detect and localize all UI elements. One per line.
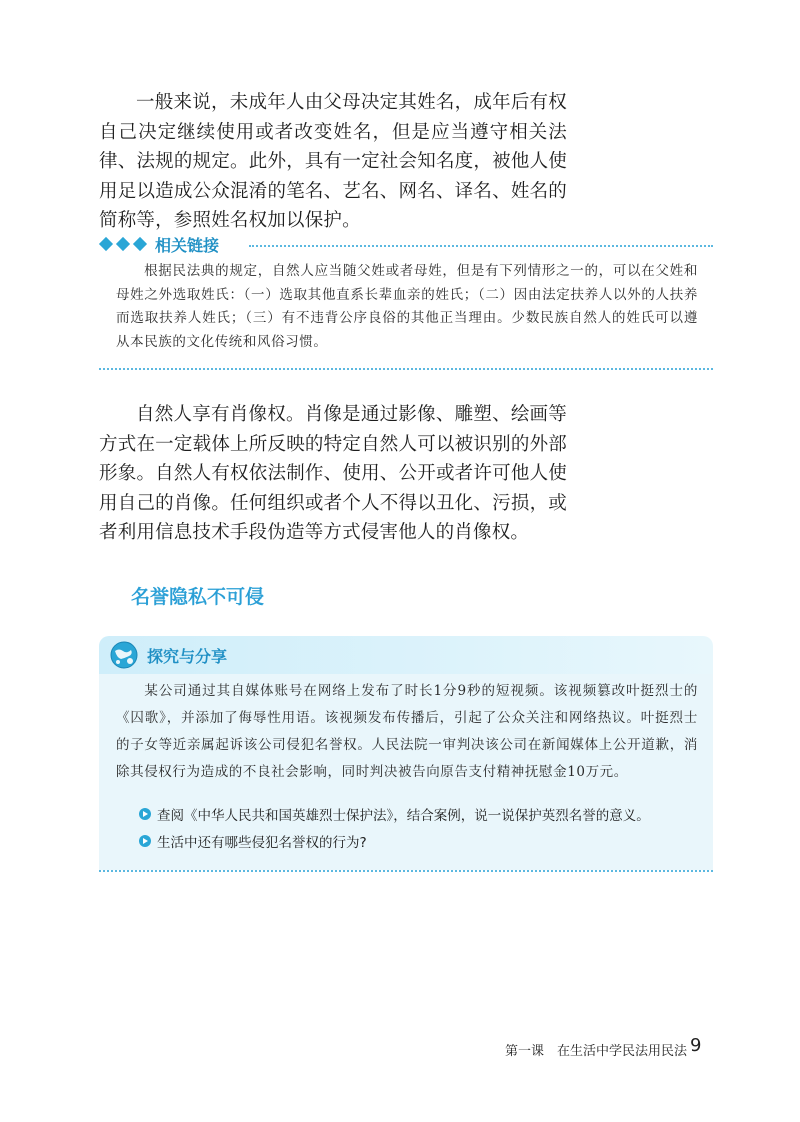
related-link-box xyxy=(99,232,713,372)
play-bullet-icon xyxy=(139,835,151,847)
related-link-title: 相关链接 xyxy=(155,235,220,255)
footer-chapter-title: 第一课 在生活中学民法用民法 xyxy=(505,1044,688,1059)
play-bullet-icon xyxy=(139,808,151,820)
explore-text: 某公司通过其自媒体账号在网络上发布了时长1分9秒的短视频。该视频篡改叶挺烈士的《囚歌》，并添加了侮辱性用语。该视频发布传播后，引起了公众关注和网络热议。叶挺烈士的子女等近亲属起诉该公司侵犯名誉权。人民法院一审判决该公司在新闻媒体上公开道歉，消除其侵权行为造成的不良社会影响，同时判决被告向原告支付精神抚慰金10万元。 xyxy=(116,683,698,780)
question-list xyxy=(139,800,650,854)
dotted-divider xyxy=(99,368,713,370)
diamond-icon xyxy=(99,239,147,249)
dotted-divider xyxy=(249,245,713,247)
list-item: 查阅《中华人民共和国英雄烈士保护法》，结合案例，说一说保护英烈名誉的意义。 xyxy=(139,800,650,827)
dotted-divider xyxy=(99,870,713,872)
related-link-header xyxy=(99,232,219,256)
section-title: 名誉隐私不可侵 xyxy=(131,586,265,608)
list-item: 生活中还有哪些侵犯名誉权的行为? xyxy=(139,827,650,854)
globe-icon xyxy=(109,640,139,670)
explore-title: 探究与分享 xyxy=(147,647,228,666)
related-link-text: 根据民法典的规定，自然人应当随父姓或者母姓，但是有下列情形之一的，可以在父姓和母姓之外选取姓氏：（一）选取其他直系长辈血亲的姓氏；（二）因由法定扶养人以外的人扶养而选取扶养人姓氏；（三）有不违背公序良俗的其他正当理由。少数民族自然人的姓氏可以遵从本民族的文化传统和风俗习惯。 xyxy=(116,263,698,350)
name-paragraph: 一般来说，未成年人由父母决定其姓名，成年后有权自己决定继续使用或者改变姓名，但是应当遵守相关法律、法规的规定。此外，具有一定社会知名度，被他人使用足以造成公众混淆的笔名、艺名、网名、译名、姓名的简称等，参照姓名权加以保护。 xyxy=(99,92,567,231)
explore-share-box xyxy=(99,636,713,874)
portrait-paragraph: 自然人享有肖像权。肖像是通过影像、雕塑、绘画等方式在一定载体上所反映的特定自然人可以被识别的外部形象。自然人有权依法制作、使用、公开或者许可他人使用自己的肖像。任何组织或者个人不得以丑化、污损，或者利用信息技术手段伪造等方式侵害他人的肖像权。 xyxy=(99,404,567,543)
page-number: 9 xyxy=(690,1035,702,1056)
